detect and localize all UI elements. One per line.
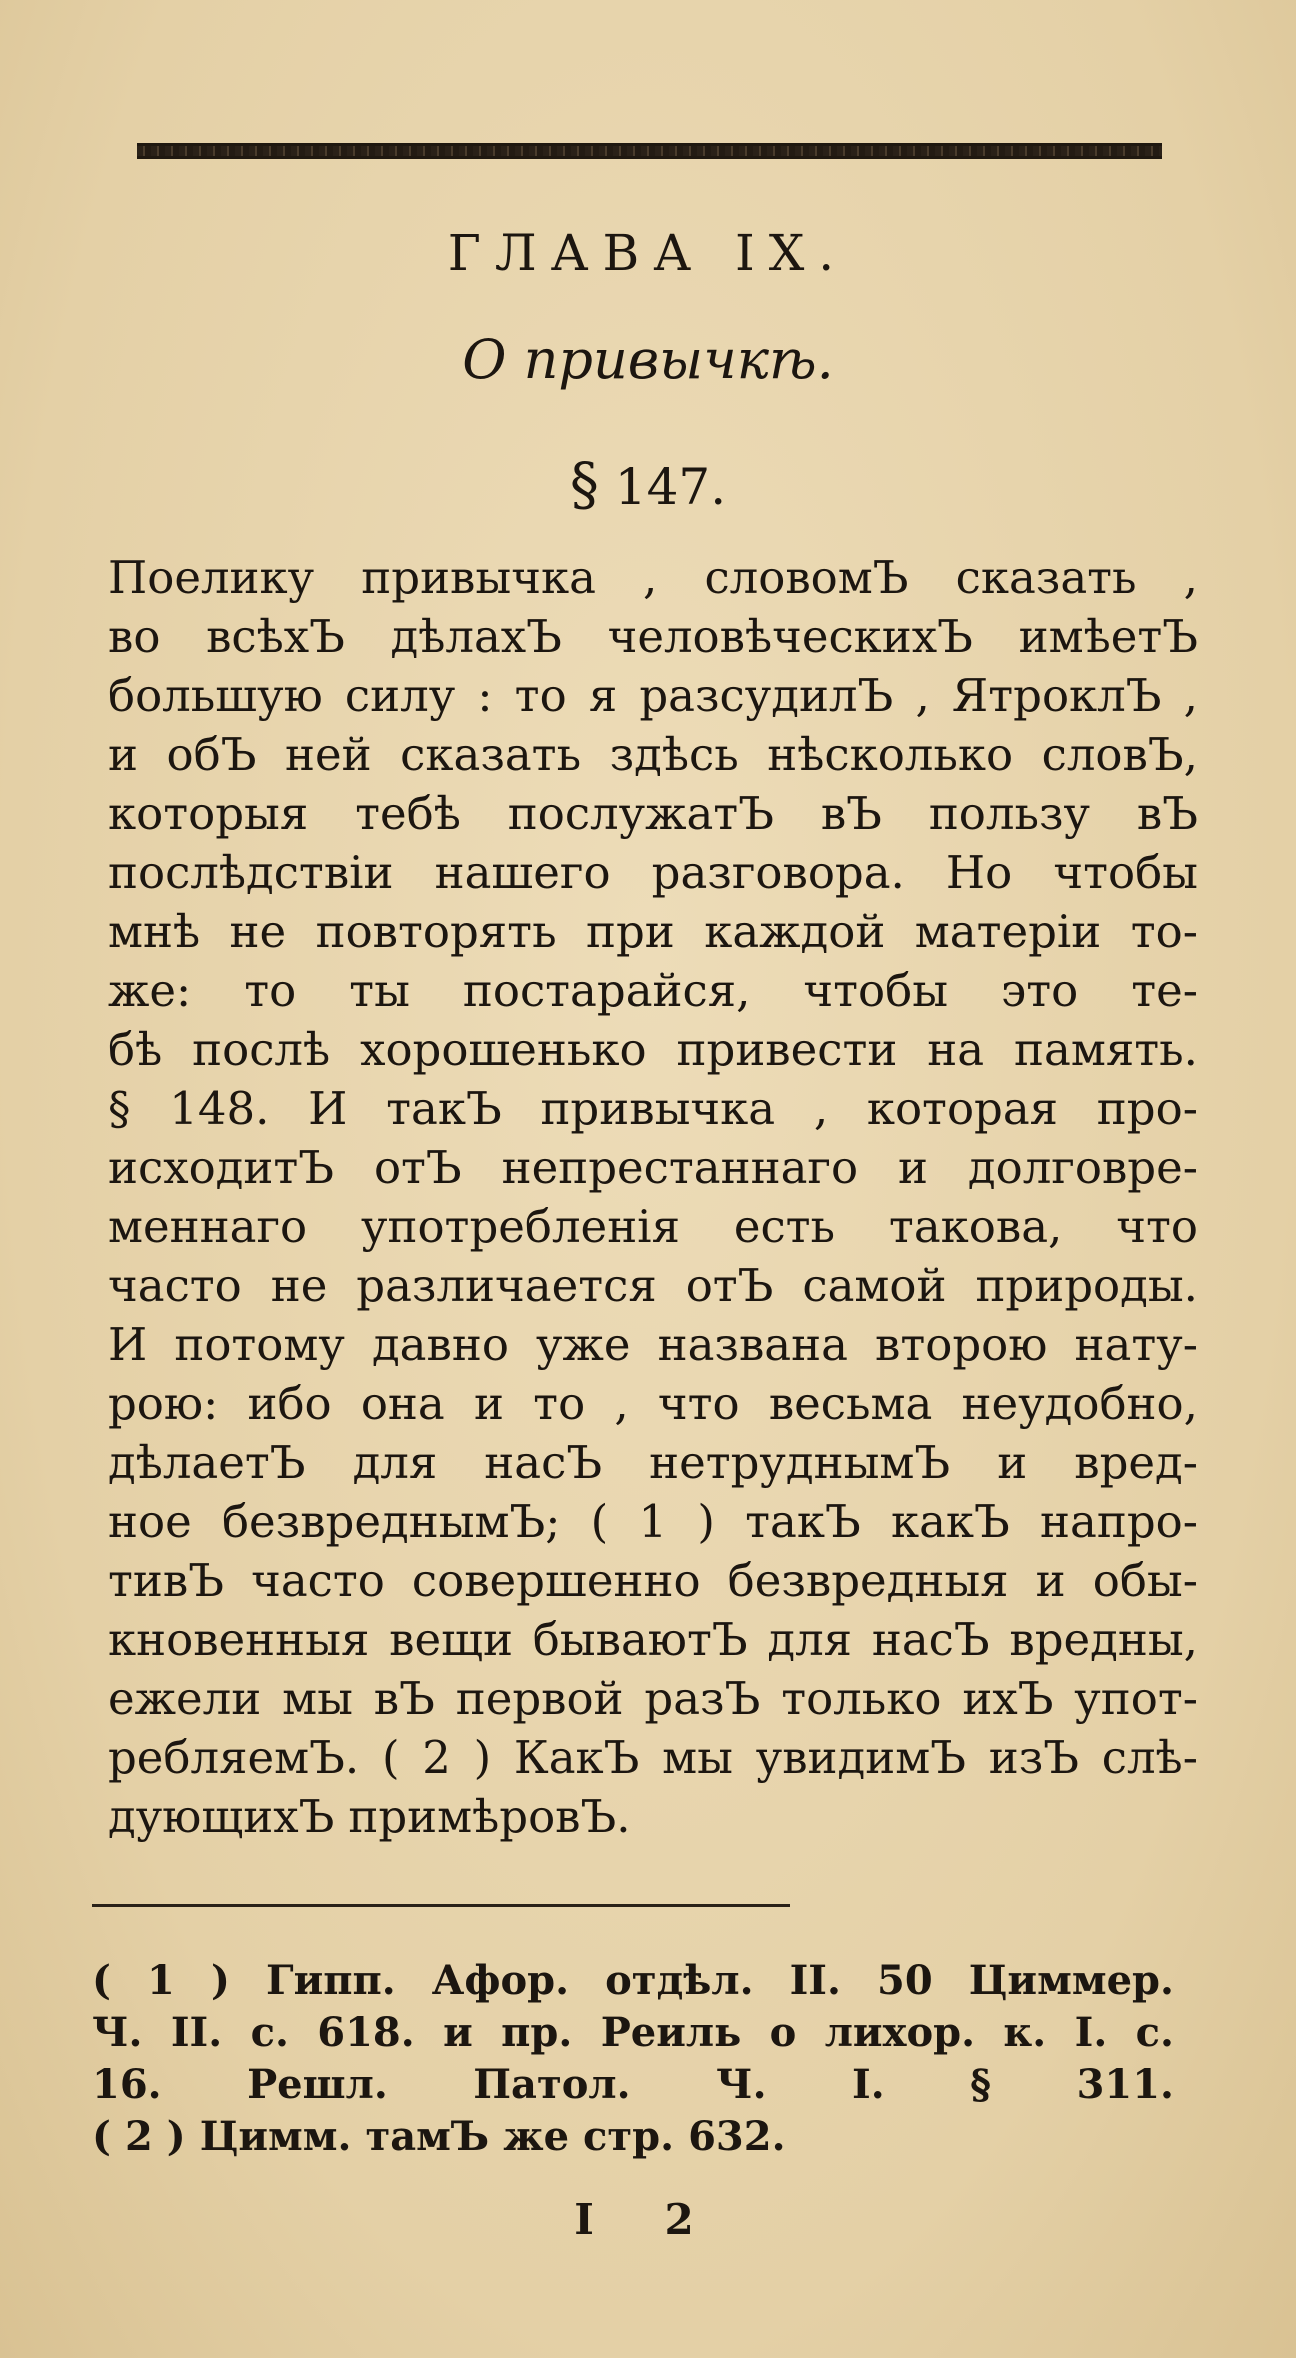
word: ( [92,2113,111,2160]
word: безвредныя [727,1554,1009,1607]
footnote-line [92,2007,1174,2059]
word: бываютЪ [532,1613,748,1666]
body-line [108,784,1198,843]
word: к. [1003,2009,1047,2056]
word: есть [733,1200,836,1253]
body-line [108,725,1198,784]
word: примѣровЪ. [348,1790,631,1843]
word: потому [174,1318,345,1371]
word: кновенныя [108,1613,370,1666]
body-line [108,1787,1198,1846]
word: отЪ [373,1141,462,1194]
word: человѣческихЪ [607,610,973,663]
word: 16. [92,2061,162,2108]
word: про- [1096,1082,1198,1135]
word: мнѣ [108,905,201,958]
word: ребляемЪ. [108,1731,360,1784]
word: сказать [955,551,1137,604]
word: матеріи [914,905,1102,958]
word: дѣлаетЪ [108,1436,306,1489]
word: которая [866,1082,1059,1135]
word: рою: [108,1377,219,1430]
word: : [477,669,493,722]
footnote-line [92,1955,1174,2007]
word: послѣдствіи [108,846,394,899]
word: не [229,905,287,958]
word: 618. [317,2009,415,2056]
word: привычка [540,1082,776,1135]
body-line [108,1138,1198,1197]
word: Цимм. [199,2113,352,2160]
word: тебѣ [355,787,461,840]
word: большую [108,669,323,722]
word: вЪ [373,1672,435,1725]
word: чтобы [803,964,949,1017]
word: КакЪ [513,1731,640,1784]
word: , [813,1082,829,1135]
word: вред- [1074,1436,1198,1489]
word: природы. [975,1259,1198,1312]
word: употребленія [360,1200,680,1253]
word: повторять [315,905,557,958]
word: нату- [1074,1318,1198,1371]
body-line [108,1492,1198,1551]
body-line [108,1374,1198,1433]
word: она [360,1377,445,1430]
word: упот- [1074,1672,1198,1725]
word: 632. [688,2113,786,2160]
word: насЪ [484,1436,603,1489]
word: ЯтроклЪ [951,669,1162,722]
word: И [108,1318,148,1371]
word: с. [250,2009,289,2056]
body-line [108,1020,1198,1079]
word: пр. [501,2009,573,2056]
word: 50 [877,1957,933,2004]
word: безвреднымЪ; [221,1495,561,1548]
word: Поелику [108,551,315,604]
word: такЪ [386,1082,502,1135]
word: мы [662,1731,733,1784]
word: 1 [638,1495,668,1548]
word: § [970,2061,992,2108]
word: на [927,1023,985,1076]
word: ) [697,1495,715,1548]
word: И [308,1082,348,1135]
word: то [514,669,567,722]
word: меннаго [108,1200,308,1253]
word: второю [875,1318,1048,1371]
word: не [270,1259,328,1312]
word: вЪ [820,787,882,840]
word: для [352,1436,438,1489]
word: Ч. [92,2009,143,2056]
word: чтобы [1053,846,1198,899]
word: здѣсь [609,728,739,781]
word: нѣсколько [767,728,1014,781]
word: часто [251,1554,385,1607]
word: , [643,551,658,604]
word: мы [282,1672,353,1725]
word: такова, [888,1200,1063,1253]
word: первой [455,1672,624,1725]
body-line [108,1610,1198,1669]
word: изЪ [988,1731,1080,1784]
word: I. [852,2061,885,2108]
word: при [585,905,675,958]
word: вредны, [1009,1613,1198,1666]
word: ) [473,1731,492,1784]
word: давно [371,1318,509,1371]
word: Гипп. [265,1957,396,2004]
chapter-subtitle: О привычкѣ. [462,328,834,391]
word: послужатЪ [507,787,774,840]
word: ты [349,964,410,1017]
word: пользу [928,787,1091,840]
word: то [244,964,297,1017]
word: ней [285,728,372,781]
word: 148. [169,1082,270,1135]
word: память. [1014,1023,1198,1076]
word: 2 [124,2113,153,2160]
word: для [767,1613,853,1666]
word: обы- [1092,1554,1198,1607]
word: ежели [108,1672,262,1725]
word: же: [108,964,192,1017]
page-number: I 2 [574,2195,722,2244]
word: привести [676,1023,898,1076]
body-line [108,843,1198,902]
word: , [1183,551,1198,604]
word: же [503,2113,570,2160]
word: и [473,1377,504,1430]
word: во [108,610,161,663]
body-line [108,1728,1198,1787]
word: I. [1074,2009,1108,2056]
word: разЪ [644,1672,761,1725]
word: я [588,669,618,722]
word: только [781,1672,942,1725]
word: 311. [1076,2061,1174,2108]
word: сказать [400,728,582,781]
word: что [1116,1200,1198,1253]
word: послѣ [192,1023,331,1076]
body-line [108,1669,1198,1728]
word: разсудилЪ [639,669,894,722]
word: что [657,1377,740,1430]
word: , [1183,669,1198,722]
word: ( [590,1495,609,1548]
section-number: 147. [614,458,727,516]
word: Ч. [716,2061,767,2108]
word: ибо [247,1377,332,1430]
body-text [108,548,1198,1846]
word: Циммер. [968,1957,1174,2004]
footnote-separator [92,1904,790,1907]
word: уже [536,1318,631,1371]
word: ) [210,1957,230,2004]
word: названа [657,1318,848,1371]
word: долговре- [967,1141,1198,1194]
word: неудобно, [961,1377,1198,1430]
word: различается [356,1259,657,1312]
word: , [915,669,930,722]
body-line [108,1551,1198,1610]
word: всѣхЪ [206,610,345,663]
footnotes [92,1955,1174,2163]
section-sign: § [569,450,599,518]
body-line [108,1197,1198,1256]
word: тамЪ [365,2113,490,2160]
word: это [1001,964,1079,1017]
word: II. [170,2009,223,2056]
word: насЪ [871,1613,990,1666]
word: Решл. [247,2061,388,2108]
word: нетруднымЪ [649,1436,951,1489]
word: каждой [704,905,886,958]
word: такЪ [745,1495,861,1548]
word: , [614,1377,629,1430]
word: хорошенько [360,1023,647,1076]
word: бѣ [108,1023,163,1076]
word: то [533,1377,586,1430]
word: слѣ- [1101,1731,1198,1784]
body-line [108,1315,1198,1374]
word: вещи [389,1613,513,1666]
word: ) [166,2113,186,2160]
word: исходитЪ [108,1141,335,1194]
footnote-line [92,2059,1174,2111]
word: дующихЪ [108,1790,335,1843]
word: ( [381,1731,400,1784]
word: словЪ, [1041,728,1198,781]
word: увидимЪ [755,1731,966,1784]
word: 2 [422,1731,451,1784]
word: и [898,1141,928,1194]
word: постарайся, [462,964,751,1017]
word: обЪ [166,728,257,781]
word: и [443,2009,473,2056]
word: дѣлахЪ [390,610,562,663]
word: вЪ [1136,787,1198,840]
body-line [108,1079,1198,1138]
word: привычка [361,551,596,604]
word: те- [1131,964,1198,1017]
word: имѣетЪ [1018,610,1198,663]
word: силу [344,669,456,722]
word: 1 [147,1957,175,2004]
word: и [997,1436,1028,1489]
word: то- [1130,905,1198,958]
word: самой [802,1259,947,1312]
word: Афор. [431,1957,570,2004]
body-line [108,666,1198,725]
word: словомЪ [704,551,909,604]
section-heading-147 [0,446,1296,525]
ornamental-top-rule [137,143,1162,159]
word: часто [108,1259,242,1312]
body-line [108,1433,1198,1492]
word: какЪ [890,1495,1010,1548]
word: с. [1135,2009,1174,2056]
word: о [769,2009,797,2056]
word: весьма [768,1377,933,1430]
word: которыя [108,787,309,840]
word: нашего [434,846,611,899]
body-line [108,548,1198,607]
chapter-heading: ГЛАВА IX. [447,224,849,282]
word: II. [789,1957,841,2004]
footnote-line [92,2111,1174,2163]
word: ихЪ [962,1672,1054,1725]
word: отЪ [685,1259,774,1312]
word: стр. [583,2113,675,2160]
body-line [108,961,1198,1020]
word: и [1035,1554,1066,1607]
body-line [108,902,1198,961]
word: ное [108,1495,192,1548]
word: разговора. [651,846,905,899]
word: Но [945,846,1013,899]
body-line [108,1256,1198,1315]
word: тивЪ [108,1554,224,1607]
word: напро- [1040,1495,1198,1548]
word: совершенно [411,1554,701,1607]
word: непрестаннаго [501,1141,859,1194]
word: лихор. [824,2009,976,2056]
word: и [108,728,138,781]
word: § [108,1082,131,1135]
word: отдѣл. [605,1957,754,2004]
word: Патол. [473,2061,631,2108]
body-line [108,607,1198,666]
word: ( [92,1957,111,2004]
word: Реиль [600,2009,742,2056]
